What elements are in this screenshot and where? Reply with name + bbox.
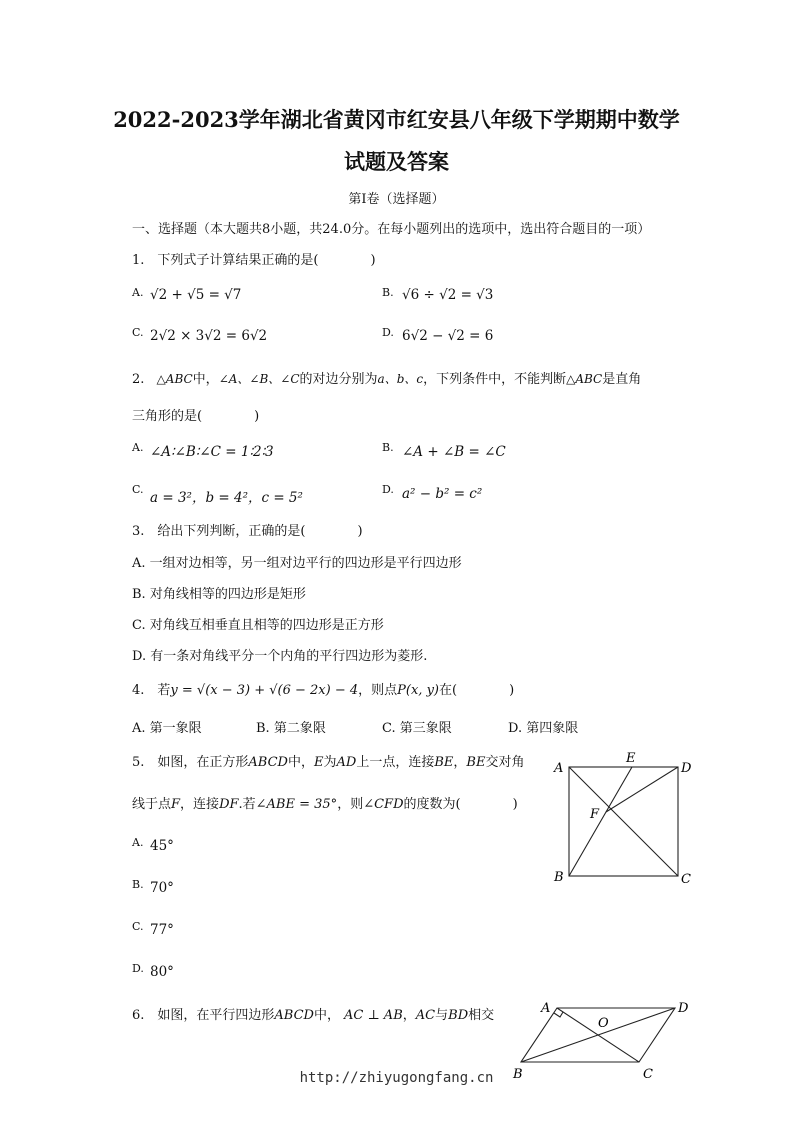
q2-text: 的对边分别为 <box>299 372 378 387</box>
q1-c-text: 2√2 × 3√2 = 6√2 <box>150 328 268 344</box>
q3-option-d: D. 有一条对角线平分一个内角的平行四边形为菱形. <box>132 649 428 664</box>
q1-a-text: √2 + √5 = √7 <box>150 287 242 303</box>
q1-d-text: 6√2 − √2 = 6 <box>402 328 494 344</box>
q6-segment-ac: AC <box>415 1008 436 1023</box>
q4-option-c: C. 第三象限 <box>382 721 452 736</box>
q5-segment-ad: AD <box>336 755 357 770</box>
q5-text: ，连接 <box>180 797 220 812</box>
segment-be <box>569 767 632 876</box>
q4-stem <box>132 679 514 698</box>
q4-text: 在( ) <box>439 683 515 698</box>
q5-d-text: 80° <box>150 964 174 980</box>
q5-b-label: B. <box>132 878 144 891</box>
right-angle-mark <box>554 1012 563 1017</box>
q6-text: ， <box>402 1008 416 1023</box>
q1-c-label: C. <box>132 326 144 339</box>
q4-point: P(x, y) <box>397 683 439 698</box>
q5-b-text: 70° <box>150 880 174 896</box>
q6-parallelogram-name: ABCD <box>274 1008 314 1023</box>
q6-text: 与 <box>435 1008 449 1023</box>
q2-c-label: C. <box>132 483 144 496</box>
q5-num: 5. 如图，在正方形 <box>132 755 249 770</box>
q5-text: .若 <box>238 797 256 812</box>
q5-text: 上一点，连接 <box>356 755 435 770</box>
label-c: C <box>643 1067 653 1082</box>
q5-segment-df: DF <box>219 797 239 812</box>
q1-b-label: B. <box>382 286 394 299</box>
q5-line-1 <box>132 751 524 770</box>
q2-triangle: △ABC <box>156 372 193 386</box>
q3-option-b: B. 对角线相等的四边形是矩形 <box>132 587 306 602</box>
q2-text: ，下列条件中，不能判断 <box>423 372 567 387</box>
label-c: C <box>681 872 691 887</box>
q2-c-text: a = 3²，b = 4²，c = 5² <box>150 490 303 506</box>
q3-option-c: C. 对角线互相垂直且相等的四边形是正方形 <box>132 618 384 633</box>
q6-segment-bd: BD <box>448 1008 469 1023</box>
q5-text: ， <box>453 755 467 770</box>
q2-a-text: ∠A∶∠B∶∠C = 1∶2∶3 <box>150 444 274 460</box>
q5-a-label: A. <box>132 836 144 849</box>
label-d: D <box>681 761 692 776</box>
q5-a-text: 45° <box>150 838 174 854</box>
label-f: F <box>590 807 600 822</box>
q2-angles: ∠A、∠B、∠C <box>218 372 300 386</box>
title-line-1: 2022-2023学年湖北省黄冈市红安县八年级下学期期中数学 <box>113 107 680 132</box>
q6-num: 6. 如图，在平行四边形 <box>132 1008 275 1023</box>
label-b: B <box>513 1067 523 1082</box>
q2-a-label: A. <box>132 441 144 454</box>
label-b: B <box>554 870 564 885</box>
q1-d-label: D. <box>382 326 394 339</box>
q5-text: ，则 <box>337 797 364 812</box>
q5-text: 为 <box>323 755 337 770</box>
q5-text: 线于点 <box>132 797 172 812</box>
label-a: A <box>541 1001 551 1016</box>
q5-segment-be: BE <box>466 755 486 770</box>
q5-text: 中， <box>287 755 314 770</box>
q6-text: 中， <box>313 1008 340 1023</box>
q5-c-label: C. <box>132 920 144 933</box>
label-d: D <box>678 1001 689 1016</box>
footer-url: http://zhiyugongfang.cn <box>299 1070 494 1086</box>
q2-triangle: △ABC <box>566 372 603 386</box>
q2-line-2: 三角形的是( ) <box>132 409 260 424</box>
q4-text: ，则点 <box>358 683 398 698</box>
title-line-2: 试题及答案 <box>344 149 449 174</box>
q6-line-1 <box>132 1004 494 1023</box>
label-o: O <box>598 1016 609 1031</box>
q3-option-a: A. 一组对边相等，另一组对边平行的四边形是平行四边形 <box>132 556 462 571</box>
q5-c-text: 77° <box>150 922 174 938</box>
q4-expression: y = √(x − 3) + √(6 − 2x) − 4 <box>170 683 359 698</box>
q3-stem: 3. 给出下列判断，正确的是( ) <box>132 524 363 539</box>
q5-segment-be: BE <box>434 755 454 770</box>
q2-b-text: ∠A + ∠B = ∠C <box>402 444 506 460</box>
q4-option-a: A. 第一象限 <box>132 721 202 736</box>
q6-condition: AC ⊥ AB <box>343 1008 403 1023</box>
q5-square-name: ABCD <box>248 755 288 770</box>
q1-b-text: √6 ÷ √2 = √3 <box>402 287 494 303</box>
q6-text: 相交 <box>468 1008 495 1023</box>
q2-d-label: D. <box>382 483 394 496</box>
label-e: E <box>626 751 636 766</box>
volume-heading: 第I卷（选择题） <box>348 192 445 207</box>
q1-stem: 1. 下列式子计算结果正确的是( ) <box>132 253 376 268</box>
q5-d-label: D. <box>132 962 144 975</box>
q5-angle-abe: ∠ABE = 35° <box>255 797 338 812</box>
q2-line-1 <box>132 368 641 387</box>
q2-b-label: B. <box>382 441 394 454</box>
q1-a-label: A. <box>132 286 144 299</box>
segment-df <box>606 767 678 812</box>
q4-option-b: B. 第二象限 <box>256 721 326 736</box>
q5-text: 交对角 <box>485 755 525 770</box>
q2-num: 2. <box>132 372 145 387</box>
q2-text: 中， <box>192 372 219 387</box>
q5-text: 的度数为( ) <box>403 797 518 812</box>
section-heading: 一、选择题（本大题共8小题，共24.0分。在每小题列出的选项中，选出符合题目的一项） <box>132 222 651 237</box>
q4-option-d: D. 第四象限 <box>508 721 579 736</box>
q5-point-e: E <box>313 755 324 770</box>
q5-square-figure <box>548 748 698 888</box>
q5-angle-cfd: ∠CFD <box>363 797 404 812</box>
q2-sides: a、b、c <box>377 372 424 386</box>
diagonal-ac <box>569 767 678 876</box>
q2-text: 是直角 <box>602 372 642 387</box>
label-a: A <box>554 761 564 776</box>
q5-point-f: F <box>171 797 181 812</box>
q4-num: 4. 若 <box>132 683 171 698</box>
q2-d-text: a² − b² = c² <box>402 486 483 502</box>
q5-line-2 <box>132 793 518 812</box>
